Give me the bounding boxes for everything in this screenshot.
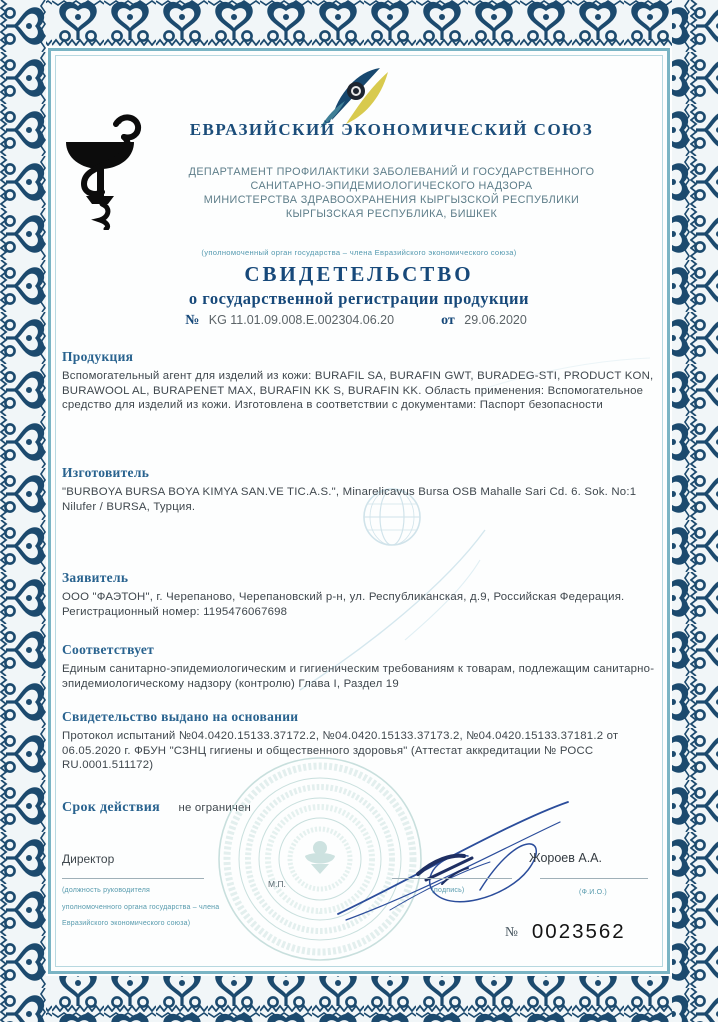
form-number-value: 0023562 [531, 920, 626, 943]
document-subtitle: о государственной регистрации продукции [188, 289, 530, 308]
section-complies-heading: Соответствует [62, 642, 155, 657]
section-manufacturer-body: "BURBOYA BURSA BOYA KIMYA SAN.VE TIC.A.S.", Minarelicavus Bursa OSB Mahalle Sari Cd. 6. Sok. No:1 Nilufer / BURSA, Турция. [62, 486, 637, 513]
director-label: Директор [62, 852, 115, 866]
dept-line-1: ДЕПАРТАМЕНТ ПРОФИЛАКТИКИ ЗАБОЛЕВАНИЙ И ГОСУДАРСТВЕННОГО [188, 166, 595, 178]
section-complies-body: Единым санитарно-эпидемиологическим и гигиеническим требованиям к товарам, подлежащим санитарно-эпидемиологическому надзору (контролю) Глава I, Раздел 19 [62, 663, 655, 690]
section-complies [62, 642, 660, 691]
section-validity-heading: Срок действия [62, 800, 161, 815]
sign-caption: (подпись) [431, 887, 465, 894]
document-title: СВИДЕТЕЛЬСТВО [244, 262, 474, 286]
certificate-number: KG 11.01.09.008.E.002304.06.20 [208, 313, 395, 327]
signatory-name: Жороев А.А. [529, 851, 602, 865]
section-manufacturer-heading: Изготовитель [62, 465, 150, 480]
date-label: от [441, 313, 455, 328]
department-lines [120, 165, 663, 221]
number-label: № [185, 313, 200, 328]
section-product-heading: Продукция [62, 349, 134, 364]
position-caption: (должность руководителя уполномоченного органа государства – члена Евразийского экономического союза) [62, 887, 220, 927]
section-applicant [62, 570, 660, 619]
certificate-date: 29.06.2020 [464, 313, 527, 327]
stamp-place-label: М.П. [268, 879, 286, 889]
section-basis-heading: Свидетельство выдано на основании [62, 709, 299, 724]
dept-line-3: МИНИСТЕРСТВА ЗДРАВООХРАНЕНИЯ КЫРГЫЗСКОЙ РЕСПУБЛИКИ [203, 194, 580, 206]
org-title: ЕВРАЗИЙСКИЙ ЭКОНОМИЧЕСКИЙ СОЮЗ [189, 120, 594, 139]
certificate-number-line [60, 313, 658, 329]
fio-caption: (Ф.И.О.) [579, 889, 607, 896]
section-product-body: Вспомогательный агент для изделий из кожи: BURAFIL SA, BURAFIN GWT, BURADEG-STI, PRODUCT KON, BURAWOOL AL, BURAPENET MAX, BURAFIN KK S, BURAFIN KK. Область применения: Вспомогательное средство для изделий из кожи. Изготовлена в соответствии с документами: Паспорт безопасности [62, 370, 654, 412]
section-basis-body: Протокол испытаний №04.0420.15133.37172.2, №04.0420.15133.37173.2, №04.0420.15133.37181.2 от 06.05.2020 г. ФБУН "СЗНЦ гигиены и общественного здоровья" (Аттестат аккредитации № РОСС RU.0001.511172) [62, 730, 619, 772]
signature-line [392, 878, 512, 879]
section-product [62, 349, 660, 413]
section-applicant-heading: Заявитель [62, 570, 129, 585]
position-line [62, 878, 204, 879]
section-applicant-body: ООО "ФАЭТОН", г. Черепаново, Черепановский р-н, ул. Республиканская, д.9, Российская Федерация. Регистрационный номер: 1195476067698 [62, 591, 625, 618]
validity-value: не ограничен [178, 802, 252, 814]
form-number-label: № [505, 924, 518, 939]
authority-note: (уполномоченный орган государства – члена Евразийского экономического союза) [201, 248, 517, 257]
section-manufacturer [62, 465, 660, 514]
dept-line-2: САНИТАРНО-ЭПИДЕМИОЛОГИЧЕСКОГО НАДЗОРА [250, 180, 533, 192]
dept-line-4: КЫРГЫЗСКАЯ РЕСПУБЛИКА, БИШКЕК [285, 208, 498, 220]
form-number [505, 920, 626, 944]
name-line [540, 878, 648, 879]
